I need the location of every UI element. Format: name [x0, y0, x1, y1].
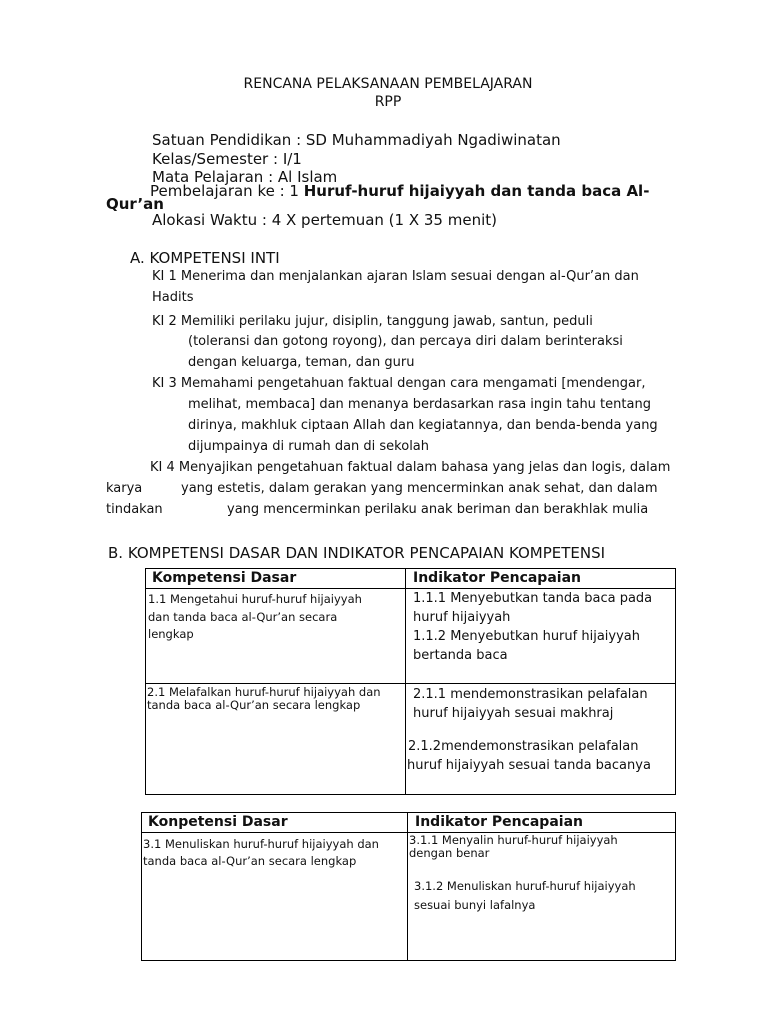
document-title: RENCANA PELAKSANAAN PEMBELAJARAN — [243, 76, 533, 92]
table-header-cell — [408, 813, 676, 833]
kd-2-1-line: 2.1 Melafalkan huruf-huruf hijaiyyah dan — [147, 685, 381, 699]
ki2-line-3: dengan keluarga, teman, dan guru — [188, 355, 415, 370]
header-indikator-pencapaian: Indikator Pencapaian — [415, 814, 583, 830]
identity-pembelajaran-topic: Huruf-huruf hijaiyyah dan tanda baca Al- — [303, 182, 650, 200]
header-indikator-pencapaian: Indikator Pencapaian — [413, 570, 581, 586]
ki4-line-1: KI 4 Menyajikan pengetahuan faktual dalam bahasa yang jelas dan logis, dalam — [150, 460, 671, 475]
identity-alokasi: Alokasi Waktu : 4 X pertemuan (1 X 35 menit) — [152, 211, 497, 229]
ki3-line-3: dirinya, makhluk ciptaan Allah dan kegiatannya, dan benda-benda yang — [188, 418, 658, 433]
kd-1-1-line: lengkap — [148, 627, 194, 641]
table-cell-ip — [406, 589, 676, 684]
ip-3-1-2-line: 3.1.2 Menuliskan huruf-huruf hijaiyyah — [414, 879, 636, 893]
identity-pembelajaran-label: Pembelajaran ke : 1 — [150, 182, 304, 200]
table-header-cell — [142, 813, 408, 833]
table-cell-kd — [142, 833, 408, 961]
ip-2-1-1-line: huruf hijaiyyah sesuai makhraj — [413, 706, 614, 721]
ip-1-1-1-line: huruf hijaiyyah — [413, 610, 511, 625]
ip-1-1-2-line: 1.1.2 Menyebutkan huruf hijaiyyah — [413, 629, 640, 644]
ki3-line-2: melihat, membaca] dan menanya berdasarkan rasa ingin tahu tentang — [188, 397, 651, 412]
header-kompetensi-dasar: Kompetensi Dasar — [152, 570, 297, 586]
table-header-cell — [406, 569, 676, 589]
ki1-line-2: Hadits — [152, 290, 194, 305]
ki4-line-2a: karya — [106, 481, 143, 496]
table-cell-kd — [146, 684, 406, 795]
section-b-heading: B. KOMPETENSI DASAR DAN INDIKATOR PENCAPAIAN KOMPETENSI — [108, 544, 606, 562]
section-a-heading: A. KOMPETENSI INTI — [130, 249, 280, 267]
table-cell-ip — [408, 833, 676, 961]
ip-1-1-2-line: bertanda baca — [413, 648, 508, 663]
ki2-line-1: KI 2 Memiliki perilaku jujur, disiplin, tanggung jawab, santun, peduli — [152, 314, 593, 329]
ki4-line-3a: tindakan — [106, 502, 163, 517]
table-header-row — [142, 813, 676, 833]
ki2-line-2: (toleransi dan gotong royong), dan percaya diri dalam berinteraksi — [188, 334, 623, 349]
identity-mapel: Mata Pelajaran : Al Islam — [152, 168, 338, 186]
ki3-line-1: KI 3 Memahami pengetahuan faktual dengan cara mengamati [mendengar, — [152, 376, 646, 391]
competency-table-2 — [141, 812, 676, 961]
table-header-cell — [146, 569, 406, 589]
table-row — [146, 684, 676, 795]
ki3-line-4: dijumpainya di rumah dan di sekolah — [188, 439, 430, 454]
ki1-line-1: KI 1 Menerima dan menjalankan ajaran Islam sesuai dengan al-Qur’an dan — [152, 269, 639, 284]
ip-2-1-1-line: 2.1.1 mendemonstrasikan pelafalan — [413, 687, 648, 702]
ip-2-1-2-line: huruf hijaiyyah sesuai tanda bacanya — [407, 758, 651, 773]
identity-pembelajaran-topic-wrap: Qur’an — [106, 195, 164, 213]
ip-1-1-1-line: 1.1.1 Menyebutkan tanda baca pada — [413, 591, 653, 606]
ip-3-1-1-line: 3.1.1 Menyalin huruf-huruf hijaiyyah — [409, 833, 618, 847]
ip-3-1-1-line: dengan benar — [409, 846, 490, 860]
document-subtitle: RPP — [374, 94, 402, 110]
table-header-row — [146, 569, 676, 589]
kd-2-1-line: tanda baca al-Qur’an secara lengkap — [147, 698, 361, 712]
identity-satuan: Satuan Pendidikan : SD Muhammadiyah Ngadiwinatan — [152, 131, 561, 149]
identity-pembelajaran — [150, 182, 649, 200]
ip-2-1-2-line: 2.1.2mendemonstrasikan pelafalan — [408, 739, 639, 754]
ki4-line-3b: yang mencerminkan perilaku anak beriman dan berakhlak mulia — [227, 502, 649, 517]
header-konpetensi-dasar: Konpetensi Dasar — [148, 814, 288, 830]
table-row — [146, 589, 676, 684]
kd-1-1-line: 1.1 Mengetahui huruf-huruf hijaiyyah — [148, 592, 362, 606]
table-row — [142, 833, 676, 961]
identity-kelas: Kelas/Semester : I/1 — [152, 150, 302, 168]
kd-1-1-line: dan tanda baca al-Qur’an secara — [148, 610, 338, 624]
table-cell-kd — [146, 589, 406, 684]
kd-3-1-line: 3.1 Menuliskan huruf-huruf hijaiyyah dan — [143, 837, 379, 851]
kd-3-1-line: tanda baca al-Qur’an secara lengkap — [143, 854, 357, 868]
ip-3-1-2-line: sesuai bunyi lafalnya — [414, 898, 536, 912]
competency-table-1 — [145, 568, 676, 795]
ki4-line-2b: yang estetis, dalam gerakan yang mencerminkan anak sehat, dan dalam — [181, 481, 658, 496]
table-cell-ip — [406, 684, 676, 795]
